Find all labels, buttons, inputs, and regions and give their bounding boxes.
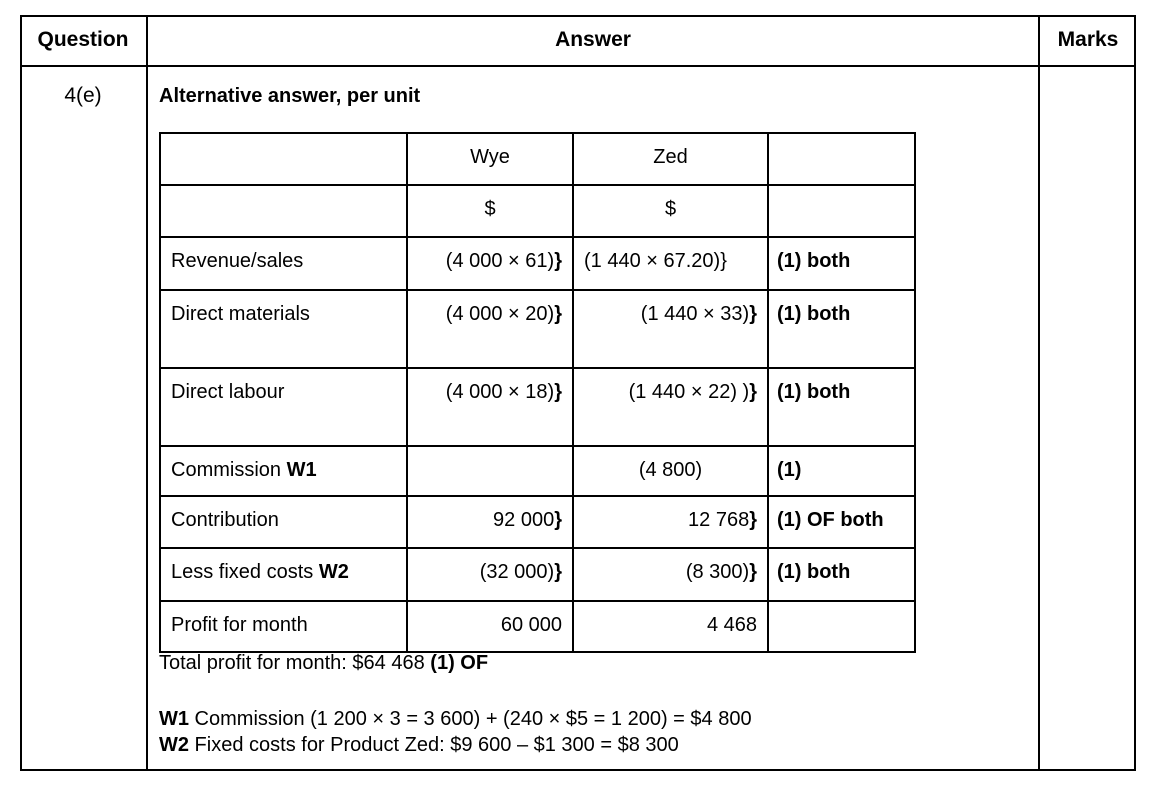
header-marks: Marks: [1057, 28, 1119, 51]
wye-value: (4 000 × 18)}: [407, 368, 573, 446]
row-label: Less fixed costs W2: [160, 548, 407, 601]
working-label: W1: [159, 708, 189, 730]
row-label: Direct materials: [160, 290, 407, 368]
table-row: [160, 548, 915, 601]
zed-value: (1 440 × 67.20)}: [573, 237, 768, 290]
row-mark: (1) both: [768, 290, 915, 368]
row-mark: (1): [768, 446, 915, 496]
table-row: [160, 237, 915, 290]
working-w2: [159, 733, 679, 757]
zed-value: (8 300)}: [573, 548, 768, 601]
wye-value: [407, 446, 573, 496]
working-label: W2: [159, 734, 189, 756]
working-text: Commission (1 200 × 3 = 3 600) + (240 × $5 = 1 200) = $4 800: [189, 708, 752, 730]
header-question: Question: [37, 28, 129, 51]
working-w1: [159, 707, 752, 731]
table-row: [160, 290, 915, 368]
empty-cell: [160, 133, 407, 185]
row-mark: (1) OF both: [768, 496, 915, 548]
wye-value: (32 000)}: [407, 548, 573, 601]
working-text: Fixed costs for Product Zed: $9 600 – $1 300 = $8 300: [189, 734, 679, 756]
currency-zed: $: [573, 185, 768, 237]
row-label: Revenue/sales: [160, 237, 407, 290]
table-row: [160, 368, 915, 446]
header-divider: [20, 65, 1136, 67]
cost-table: [159, 132, 916, 653]
total-profit-line: [159, 651, 488, 675]
wye-value: (4 000 × 20)}: [407, 290, 573, 368]
table-row: [160, 601, 915, 652]
row-mark: [768, 601, 915, 652]
row-label: Direct labour: [160, 368, 407, 446]
row-label: Commission W1: [160, 446, 407, 496]
currency-row: [160, 185, 915, 237]
answer-subtitle: Alternative answer, per unit: [159, 85, 421, 107]
empty-cell: [768, 133, 915, 185]
header-answer: Answer: [555, 28, 631, 51]
total-profit-text: Total profit for month: $64 468: [159, 652, 431, 674]
zed-value: (1 440 × 22) )}: [573, 368, 768, 446]
empty-cell: [768, 185, 915, 237]
question-number: 4(e): [64, 84, 102, 107]
currency-wye: $: [407, 185, 573, 237]
wye-value: (4 000 × 61)}: [407, 237, 573, 290]
column-wye: Wye: [407, 133, 573, 185]
table-row: [160, 446, 915, 496]
table-row: [160, 496, 915, 548]
table-header-row: [160, 133, 915, 185]
empty-cell: [160, 185, 407, 237]
wye-value: 60 000: [407, 601, 573, 652]
zed-value: (4 800): [573, 446, 768, 496]
column-divider-marks: [1038, 15, 1040, 771]
row-label: Profit for month: [160, 601, 407, 652]
total-profit-mark: (1) OF: [430, 652, 489, 674]
zed-value: 12 768}: [573, 496, 768, 548]
zed-value: (1 440 × 33)}: [573, 290, 768, 368]
zed-value: 4 468: [573, 601, 768, 652]
row-label: Contribution: [160, 496, 407, 548]
row-mark: (1) both: [768, 368, 915, 446]
column-zed: Zed: [573, 133, 768, 185]
row-mark: (1) both: [768, 237, 915, 290]
wye-value: 92 000}: [407, 496, 573, 548]
row-mark: (1) both: [768, 548, 915, 601]
column-divider-question: [146, 15, 148, 771]
